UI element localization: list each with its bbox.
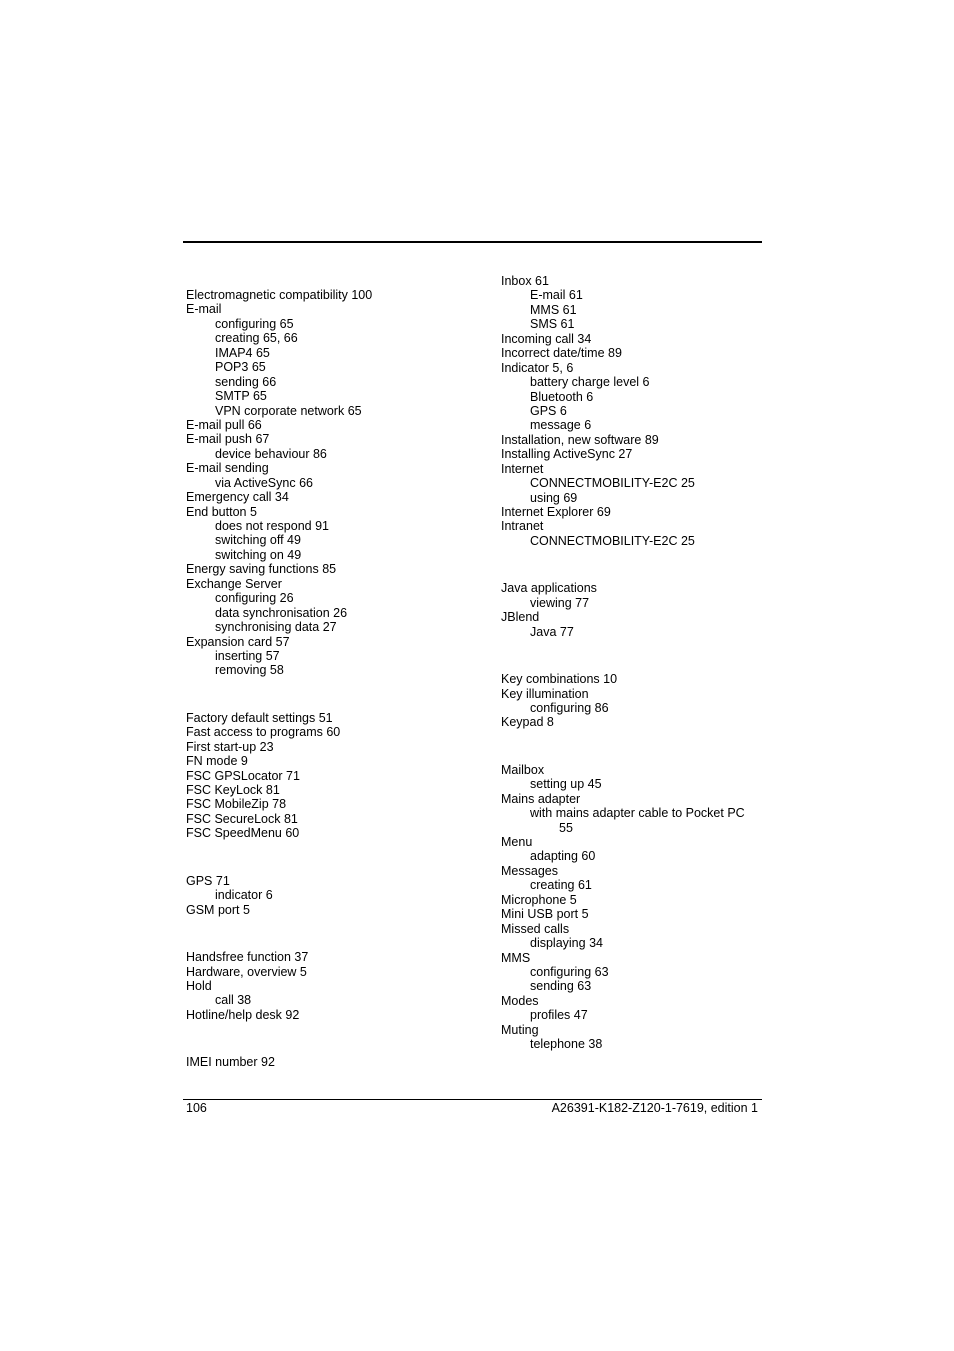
index-entry: IMEI number 92: [186, 1055, 275, 1070]
index-subentry: configuring 63: [530, 964, 609, 979]
document-id: A26391-K182-Z120-1-7619, edition 1: [551, 1101, 758, 1115]
index-entry: E-mail pull 66: [186, 417, 262, 432]
index-entry: GSM port 5: [186, 902, 250, 917]
index-subentry: does not respond 91: [215, 519, 329, 533]
index-entry: Indicator 5, 6: [501, 360, 574, 375]
index-entry: MMS: [501, 950, 531, 965]
index-entry: Key combinations 10: [501, 672, 618, 687]
index-column-right: [501, 274, 763, 1052]
index-entry: Factory default settings 51: [186, 710, 333, 725]
index-entry: Energy saving functions 85: [186, 562, 337, 577]
index-subentry: GPS 6: [530, 403, 567, 418]
index-subentry: via ActiveSync 66: [215, 475, 313, 490]
index-entry: Hotline/help desk 92: [186, 1007, 300, 1022]
index-subentry: CONNECTMOBILITY-E2C 25: [530, 533, 695, 548]
index-entry: FSC SecureLock 81: [186, 811, 298, 826]
index-column-left: [186, 288, 456, 1070]
index-subentry: SMS 61: [530, 317, 575, 332]
index-subentry: VPN corporate network 65: [215, 403, 362, 418]
index-subentry: using 69: [530, 490, 578, 505]
index-entry: E-mail sending: [186, 461, 269, 476]
index-entry: GPS 71: [186, 873, 230, 888]
index-entry: FSC GPSLocator 71: [186, 768, 300, 783]
header-rule: [183, 241, 762, 243]
index-entry: Fast access to programs 60: [186, 725, 341, 740]
index-subentry: setting up 45: [530, 777, 602, 792]
index-subentry: creating 65, 66: [215, 331, 298, 346]
index-entry: Key illumination: [501, 686, 589, 701]
group-spacer: [501, 639, 763, 672]
footer-rule: [183, 1099, 762, 1100]
index-subentry: CONNECTMOBILITY-E2C 25: [530, 476, 695, 491]
index-subentry: POP3 65: [215, 360, 266, 375]
index-subentry: with mains adapter cable to Pocket PC: [530, 806, 745, 821]
index-entry: E-mail: [186, 302, 222, 317]
group-spacer: [186, 678, 456, 711]
index-subentry: call 38: [215, 993, 252, 1008]
index-entry: Exchange Server: [186, 576, 282, 591]
group-spacer: [501, 548, 763, 581]
index-entry: Installing ActiveSync 27: [501, 447, 633, 462]
index-subentry: data synchronisation 26: [215, 605, 348, 620]
index-subentry: inserting 57: [215, 648, 280, 663]
index-entry: Electromagnetic compatibility 100: [186, 288, 373, 302]
index-subentry: sending 63: [530, 979, 592, 994]
index-entry: Expansion card 57: [186, 634, 290, 649]
index-entry: Mini USB port 5: [501, 907, 589, 922]
index-entry: Intranet: [501, 519, 544, 534]
index-subentry: telephone 38: [530, 1037, 603, 1052]
index-subentry: viewing 77: [530, 595, 590, 610]
index-entry: Java applications: [501, 581, 597, 596]
index-entry: Incorrect date/time 89: [501, 346, 622, 361]
index-entry: Muting: [501, 1022, 539, 1037]
index-subentry: IMAP4 65: [215, 345, 270, 360]
index-entry: Handsfree function 37: [186, 950, 309, 965]
index-subentry: SMTP 65: [215, 389, 267, 404]
index-subentry: battery charge level 6: [530, 375, 650, 390]
index-subentry: synchronising data 27: [215, 620, 337, 635]
index-entry: Emergency call 34: [186, 490, 289, 505]
index-entry: Menu: [501, 835, 533, 849]
index-subentry: configuring 26: [215, 591, 294, 606]
index-entry: End button 5: [186, 504, 257, 519]
index-subentry: removing 58: [215, 663, 284, 678]
index-subentry: indicator 6: [215, 888, 273, 903]
index-subentry: profiles 47: [530, 1008, 588, 1023]
index-entry: Internet Explorer 69: [501, 505, 611, 519]
index-entry: First start-up 23: [186, 739, 274, 754]
index-subentry: Bluetooth 6: [530, 389, 594, 404]
index-subentry: E-mail 61: [530, 288, 583, 303]
index-entry: FSC SpeedMenu 60: [186, 826, 300, 841]
index-entry: Internet: [501, 461, 544, 476]
group-spacer: [501, 730, 763, 763]
index-subentry: Java 77: [530, 624, 574, 639]
index-entry: Hardware, overview 5: [186, 964, 307, 979]
index-entry: E-mail push 67: [186, 432, 270, 447]
index-entry: Keypad 8: [501, 715, 554, 730]
index-subentry: sending 66: [215, 374, 277, 389]
index-entry: JBlend: [501, 610, 540, 625]
index-subentry: displaying 34: [530, 936, 603, 951]
index-entry: FN mode 9: [186, 754, 248, 769]
index-subentry: configuring 65: [215, 316, 294, 331]
index-subentry: message 6: [530, 418, 592, 433]
index-entry: Mailbox: [501, 762, 545, 777]
page-number: 106: [186, 1101, 207, 1115]
index-entry: FSC MobileZip 78: [186, 797, 287, 812]
index-subentry: MMS 61: [530, 302, 577, 317]
index-subentry: configuring 86: [530, 700, 609, 715]
index-entry: Incoming call 34: [501, 331, 592, 346]
index-entry: Mains adapter: [501, 791, 581, 806]
index-subentry: 55: [559, 820, 573, 835]
index-entry: Hold: [186, 978, 212, 993]
index-entry: Microphone 5: [501, 892, 577, 907]
index-subentry: adapting 60: [530, 849, 596, 864]
index-subentry: device behaviour 86: [215, 446, 327, 461]
group-spacer: [186, 917, 456, 950]
index-entry: Inbox 61: [501, 274, 549, 288]
index-entry: Missed calls: [501, 921, 570, 936]
index-subentry: switching off 49: [215, 533, 301, 548]
index-entry: Installation, new software 89: [501, 432, 659, 447]
index-subentry: creating 61: [530, 878, 592, 893]
index-entry: FSC KeyLock 81: [186, 783, 280, 797]
group-spacer: [186, 1022, 456, 1055]
index-subentry: switching on 49: [215, 547, 302, 562]
index-entry: Modes: [501, 993, 539, 1008]
group-spacer: [186, 841, 456, 874]
index-entry: Messages: [501, 863, 558, 878]
